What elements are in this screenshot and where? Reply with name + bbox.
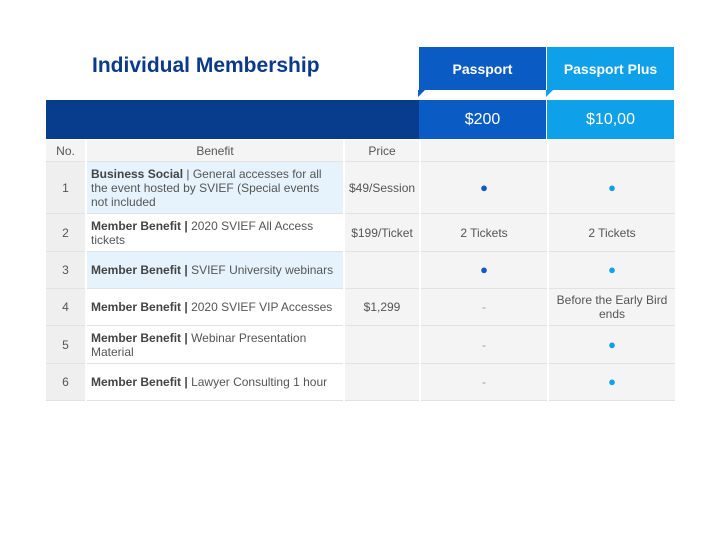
benefit-cell bbox=[86, 214, 344, 252]
passport-plus-cell bbox=[548, 326, 675, 364]
column-header-price: Price bbox=[344, 140, 420, 162]
price-cell bbox=[344, 252, 420, 289]
price-cell bbox=[344, 162, 420, 214]
row-number bbox=[46, 214, 86, 252]
passport-value: - bbox=[482, 300, 486, 314]
benefit-cell bbox=[86, 364, 344, 401]
plan-header-passport bbox=[419, 47, 546, 90]
notch-decoration bbox=[418, 90, 425, 97]
bullet-icon: ● bbox=[608, 179, 616, 195]
column-header-passport-plus bbox=[548, 140, 675, 162]
table-row bbox=[46, 252, 675, 289]
table-row bbox=[46, 162, 675, 214]
bullet-icon: ● bbox=[608, 336, 616, 352]
benefit-cell bbox=[86, 252, 344, 289]
row-number bbox=[46, 364, 86, 401]
column-header-benefit: Benefit bbox=[86, 140, 344, 162]
page-title: Individual Membership bbox=[92, 54, 320, 77]
benefit-label: Member Benefit | bbox=[91, 300, 188, 314]
passport-value: - bbox=[482, 375, 486, 389]
benefit-separator: | bbox=[183, 166, 193, 181]
benefit-description: Lawyer Consulting 1 hour bbox=[191, 375, 328, 389]
bullet-icon: ● bbox=[608, 374, 616, 389]
plan-header-passport-plus bbox=[547, 47, 674, 90]
passport-plus-value: Before the Early Bird ends bbox=[556, 293, 668, 321]
column-header-no: No. bbox=[46, 140, 86, 162]
price-cell bbox=[344, 326, 420, 364]
membership-table bbox=[46, 140, 675, 401]
bullet-icon: ● bbox=[608, 262, 616, 277]
price-text: $199/Ticket bbox=[351, 225, 413, 240]
table-row bbox=[46, 364, 675, 401]
plan-price-passport: $200 bbox=[419, 100, 546, 139]
passport-cell bbox=[420, 289, 548, 326]
row-number-text: 5 bbox=[62, 337, 69, 352]
row-number-text: 4 bbox=[62, 300, 69, 314]
row-number bbox=[46, 252, 86, 289]
benefit-description: 2020 SVIEF All Access tickets bbox=[91, 218, 314, 247]
benefit-description: General accesses for all the event hosted by SVIEF (Special events not included bbox=[91, 166, 322, 209]
row-number-text: 2 bbox=[62, 225, 69, 240]
benefit-description: Webinar Presentation Material bbox=[91, 330, 307, 359]
row-number-text: 1 bbox=[62, 180, 69, 195]
row-number bbox=[46, 162, 86, 214]
table-header-row bbox=[46, 140, 675, 162]
benefit-description: 2020 SVIEF VIP Accesses bbox=[191, 300, 333, 314]
passport-cell bbox=[420, 364, 548, 401]
benefit-cell bbox=[86, 289, 344, 326]
table-row bbox=[46, 326, 675, 364]
bullet-icon: ● bbox=[480, 262, 488, 277]
benefit-cell bbox=[86, 326, 344, 364]
table-row bbox=[46, 289, 675, 326]
plan-name: Passport bbox=[452, 60, 513, 77]
table-row bbox=[46, 214, 675, 252]
notch-decoration bbox=[546, 90, 553, 97]
passport-value: 2 Tickets bbox=[460, 225, 508, 240]
benefit-label: Business Social bbox=[91, 166, 184, 181]
header-bar bbox=[46, 100, 419, 139]
passport-plus-value: 2 Tickets bbox=[588, 225, 636, 240]
plan-price-passport-plus: $10,00 bbox=[547, 100, 674, 139]
benefit-label: Member Benefit | bbox=[91, 375, 188, 389]
passport-value: - bbox=[482, 337, 486, 352]
benefit-cell bbox=[86, 162, 344, 214]
benefit-label: Member Benefit | bbox=[91, 218, 188, 233]
price-cell bbox=[344, 364, 420, 401]
bullet-icon: ● bbox=[480, 179, 488, 195]
column-header-passport bbox=[420, 140, 548, 162]
price-text: $1,299 bbox=[363, 300, 401, 314]
benefit-description: SVIEF University webinars bbox=[191, 263, 334, 277]
passport-cell bbox=[420, 252, 548, 289]
row-number-text: 6 bbox=[62, 375, 69, 389]
passport-plus-cell bbox=[548, 252, 675, 289]
benefit-label: Member Benefit | bbox=[91, 330, 188, 345]
passport-cell bbox=[420, 214, 548, 252]
price-text: $49/Session bbox=[349, 180, 416, 195]
row-number bbox=[46, 326, 86, 364]
price-cell bbox=[344, 214, 420, 252]
row-number bbox=[46, 289, 86, 326]
price-cell bbox=[344, 289, 420, 326]
passport-cell bbox=[420, 326, 548, 364]
plan-name: Passport Plus bbox=[563, 60, 658, 77]
passport-plus-cell bbox=[548, 289, 675, 326]
passport-plus-cell bbox=[548, 364, 675, 401]
passport-plus-cell bbox=[548, 162, 675, 214]
passport-cell bbox=[420, 162, 548, 214]
passport-plus-cell bbox=[548, 214, 675, 252]
benefit-label: Member Benefit | bbox=[91, 263, 188, 277]
row-number-text: 3 bbox=[62, 263, 69, 277]
